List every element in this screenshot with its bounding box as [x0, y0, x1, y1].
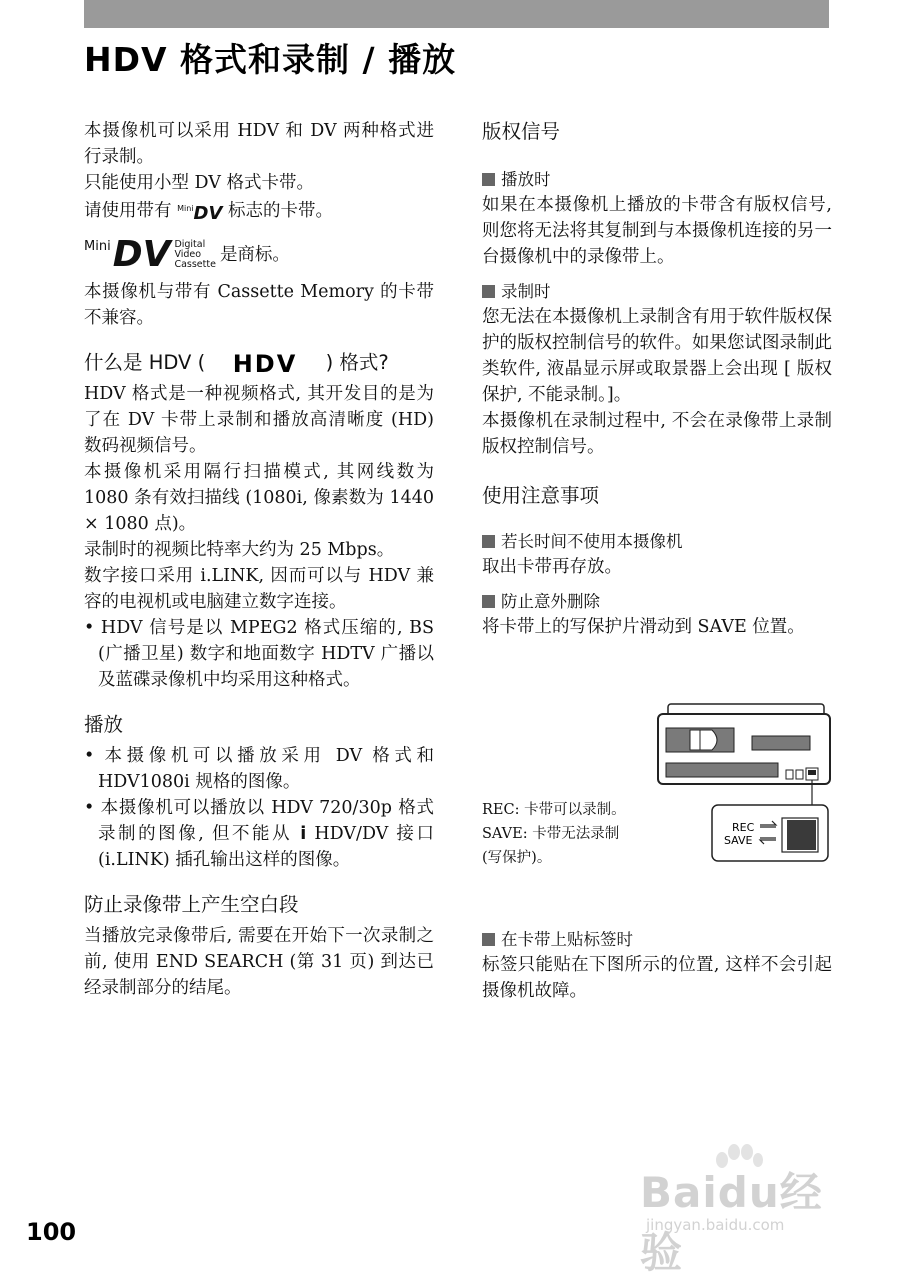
playback-bullet	[84, 795, 434, 873]
record-subheading	[482, 280, 832, 304]
intro-paragraph: 本摄像机可以采用 HDV 和 DV 两种格式进行录制。	[84, 121, 434, 167]
record-copyright-text: 您无法在本摄像机上录制含有用于软件版权保护的版权控制信号的软件。如果您试图录制此类软件, 液晶显示屏或取景器上会出现 [ 版权保护, 不能录制。]。	[482, 307, 832, 405]
mini-dv-logo-small: Mini	[177, 204, 194, 213]
playback-copyright-text: 如果在本摄像机上播放的卡带含有版权信号, 则您将无法将其复制到与本摄像机连接的另一台摄像机中的录像带上。	[482, 195, 832, 267]
hdv-paragraph: 本摄像机采用隔行扫描模式, 其网线数为 1080 条有效扫描线 (1080i, 像素数为 1440 × 1080 点)。	[84, 462, 434, 534]
left-column	[84, 118, 434, 1001]
playback-subheading	[482, 168, 832, 192]
diagram-caption	[482, 798, 652, 870]
subheading-text: 防止意外删除	[501, 592, 600, 611]
trademark-dv-logo: DV	[112, 234, 171, 275]
intro-logo-after: 标志的卡带。	[227, 201, 333, 221]
cassette-reel-icon	[700, 730, 717, 750]
intro-logo-line	[84, 196, 434, 227]
trademark-small-line: Cassette	[174, 259, 216, 270]
label-text: 标签只能贴在下图所示的位置, 这样不会引起摄像机故障。	[482, 955, 832, 1001]
subheading-text: 录制时	[501, 282, 551, 301]
trademark-mini: Mini	[84, 239, 111, 254]
intro-paragraph: 只能使用小型 DV 格式卡带。	[84, 173, 314, 193]
trademark-row	[84, 234, 434, 275]
rec-label: REC	[732, 821, 755, 834]
copyright-heading: 版权信号	[482, 120, 561, 143]
trademark-small-line: Video	[174, 249, 202, 260]
trademark-text: 是商标。	[219, 245, 290, 265]
trademark-small-text	[174, 240, 216, 270]
right-column	[482, 118, 832, 640]
watermark-url: jingyan.baidu.com	[646, 1216, 785, 1234]
watermark	[640, 1150, 840, 1277]
hdv-paragraph: 录制时的视频比特率大约为 25 Mbps。	[84, 540, 395, 560]
playback-bullet: • 本摄像机可以播放采用 DV 格式和 HDV1080i 规格的图像。	[84, 746, 434, 792]
label-section	[482, 928, 832, 1004]
cassette-diagram	[640, 690, 840, 870]
bullet-part: HDV/DV 接口 (i.LINK) 插孔输出这样的图像。	[98, 824, 434, 870]
square-bullet-icon	[482, 535, 495, 548]
erase-subheading	[482, 590, 832, 614]
what-is-hdv-heading	[84, 349, 434, 377]
hdv-logo-icon	[215, 351, 315, 375]
cassette-label-area	[752, 736, 810, 750]
ilink-icon: i	[300, 824, 307, 844]
hdv-bullet: • HDV 信号是以 MPEG2 格式压缩的, BS (广播卫星) 数字和地面数字 HDTV 广播以及蓝碟录像机中均采用这种格式。	[84, 618, 434, 690]
square-bullet-icon	[482, 933, 495, 946]
tab-slider	[787, 820, 816, 850]
save-caption: SAVE: 卡带无法录制	[482, 826, 620, 842]
cassette-hole	[796, 770, 803, 779]
usage-heading: 使用注意事项	[482, 484, 600, 507]
long-storage-text: 取出卡带再存放。	[482, 557, 622, 577]
subheading-text: 在卡带上贴标签时	[501, 930, 633, 949]
trademark-small-line: Digital	[174, 239, 206, 250]
save-label: SAVE	[724, 834, 753, 847]
hdv-logo-text: HDV	[233, 351, 298, 375]
long-storage-subheading	[482, 530, 832, 554]
memory-note: 本摄像机与带有 Cassette Memory 的卡带不兼容。	[84, 282, 434, 328]
hdv-paragraph: HDV 格式是一种视频格式, 其开发目的是为了在 DV 卡带上录制和播放高清晰度 (HD) 数码视频信号。	[84, 384, 434, 456]
cassette-hole	[786, 770, 793, 779]
bullet-part: • 本摄像机可以播放以 HDV 720/30p 格式录制的图像, 但不能从	[84, 798, 434, 844]
cassette-bottom-label	[666, 763, 778, 777]
blank-section-heading: 防止录像带上产生空白段	[84, 893, 299, 916]
header-bar	[84, 0, 829, 28]
save-caption: (写保护)。	[482, 850, 552, 866]
square-bullet-icon	[482, 285, 495, 298]
erase-text: 将卡带上的写保护片滑动到 SAVE 位置。	[482, 617, 805, 637]
square-bullet-icon	[482, 173, 495, 186]
rec-caption: REC: 卡带可以录制。	[482, 802, 626, 818]
mini-dv-logo-big: DV	[193, 203, 223, 224]
hdv-paragraph: 数字接口采用 i.LINK, 因而可以与 HDV 兼容的电视机或电脑建立数字连接。	[84, 566, 434, 612]
playback-heading: 播放	[84, 713, 124, 736]
heading-part: ) 格式?	[325, 351, 389, 374]
record-copyright-text: 本摄像机在录制过程中, 不会在录像带上录制版权控制信号。	[482, 411, 832, 457]
subheading-text: 播放时	[501, 170, 551, 189]
blank-section-text: 当播放完录像带后, 需要在开始下一次录制之前, 使用 END SEARCH (第 31 页) 到达已经录制部分的结尾。	[84, 926, 434, 998]
heading-part: 什么是 HDV (	[84, 351, 206, 374]
page-title: HDV 格式和录制 / 播放	[84, 40, 457, 79]
write-protect-slider	[808, 770, 816, 775]
intro-logo-before: 请使用带有	[84, 201, 172, 221]
subheading-text: 若长时间不使用本摄像机	[501, 532, 683, 551]
label-subheading	[482, 928, 832, 952]
page-number: 100	[26, 1218, 77, 1246]
watermark-brand: Baidu经验	[640, 1168, 823, 1277]
square-bullet-icon	[482, 595, 495, 608]
mini-dv-logo	[177, 196, 222, 227]
